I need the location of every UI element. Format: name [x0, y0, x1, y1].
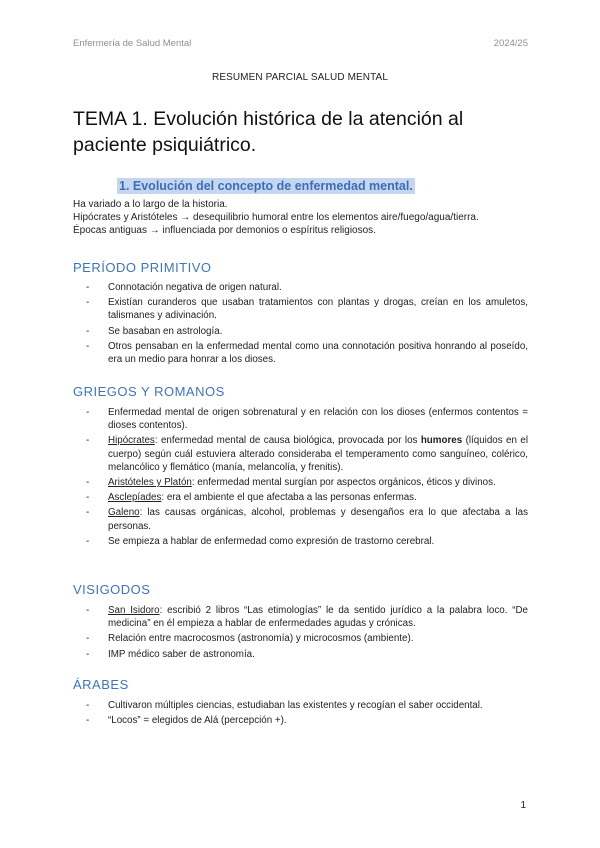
list-item	[86, 281, 528, 294]
list-item	[86, 604, 528, 630]
list-item-text: Se empieza a hablar de enfermedad como expresión de trastorno cerebral.	[108, 535, 435, 547]
bullet-dash: -	[86, 297, 90, 309]
intro-line: Hipócrates y Aristóteles → desequilibrio humoral entre los elementos aire/fuego/agua/tierra.	[73, 212, 479, 223]
list-item-text: (líquidos en el cuerpo) según cuál estuviera alterado consideraba el temperamento como sanguíneo, colérico, melancólico y flemático (manía, melancolía, y frenitis).	[108, 435, 528, 473]
intro-paragraph	[73, 198, 533, 237]
document-title: RESUMEN PARCIAL SALUD MENTAL	[212, 72, 388, 83]
list-item-text: : escribió 2 libros “Las etimologías” le da sentido jurídico a la palabra loco. “De medicina” en él empieza a hablar de enfermedades agudas y crónicas.	[108, 605, 529, 630]
underlined-name: Asclepíades	[108, 492, 162, 504]
list-item-text: IMP médico saber de astronomía.	[108, 648, 255, 660]
underlined-name: Hipócrates	[108, 435, 155, 447]
page-number: 1	[520, 800, 526, 811]
section-heading-griegos: GRIEGOS Y ROMANOS	[73, 384, 225, 399]
list-item-text: : era el ambiente el que afectaba a las personas enfermas.	[161, 492, 417, 504]
list-item	[86, 699, 528, 712]
bullet-dash: -	[86, 282, 90, 293]
list-item-text: : enfermedad mental de causa biológica, provocada por los	[154, 435, 421, 447]
list-item	[86, 648, 528, 661]
list-item-text: : enfermedad mental surgían por aspectos orgánicos, éticos y divinos.	[191, 477, 496, 489]
list-item-text: “Locos” = elegidos de Alá (percepción +).	[108, 715, 287, 727]
list-item	[86, 476, 528, 489]
bullet-dash: -	[86, 605, 90, 616]
list-item-text: Enfermedad mental de origen sobrenatural y en relación con los dioses (enfermos contentos = dioses contentos).	[108, 407, 528, 432]
underlined-name: Galeno	[108, 507, 140, 519]
bullet-dash: -	[86, 507, 90, 519]
list-item	[86, 632, 528, 645]
list-item-text: Otros pensaban en la enfermedad mental como una connotación positiva honrando al poseído, era un medio para honrar a los dioses.	[108, 340, 528, 366]
bullet-dash: -	[86, 633, 90, 645]
list-item-text: Cultivaron múltiples ciencias, estudiaban las existentes y recogían el saber occidental.	[108, 700, 483, 711]
bullet-dash: -	[86, 340, 90, 352]
list-arabes	[86, 699, 528, 729]
list-griegos	[86, 406, 528, 550]
bullet-dash: -	[86, 700, 90, 711]
bullet-dash: -	[86, 492, 90, 504]
list-item	[86, 434, 528, 474]
list-item	[86, 535, 528, 548]
underlined-name: Aristóteles y Platón	[108, 477, 192, 489]
list-primitivo	[86, 281, 528, 368]
list-item-text: : las causas orgánicas, alcohol, problemas y desengaños era lo que afectaba a las personas.	[108, 507, 528, 532]
section-heading-primitivo: PERÍODO PRIMITIVO	[73, 260, 212, 275]
bullet-dash: -	[86, 715, 90, 727]
list-item-text: Se basaban en astrología.	[108, 325, 223, 337]
intro-line: Épocas antiguas → influenciada por demonios o espíritus religiosos.	[73, 225, 376, 236]
list-item-text: Existían curanderos que usaban tratamientos con plantas y drogas, creían en los amuletos, talismanes y adivinación.	[108, 297, 528, 322]
bullet-dash: -	[86, 325, 90, 337]
intro-line: Ha variado a lo largo de la historia.	[73, 199, 228, 210]
main-title: TEMA 1. Evolución histórica de la atención al paciente psiquiátrico.	[73, 108, 464, 156]
bullet-dash: -	[86, 648, 90, 660]
list-item	[86, 406, 528, 432]
list-item	[86, 714, 528, 727]
list-item	[86, 296, 528, 322]
header-right: 2024/25	[493, 38, 528, 49]
list-item-text: Connotación negativa de origen natural.	[108, 282, 282, 293]
header-left: Enfermería de Salud Mental	[73, 38, 192, 49]
bullet-dash: -	[86, 535, 90, 547]
list-item	[86, 491, 528, 504]
section-heading-visigodos: VISIGODOS	[73, 582, 151, 597]
bullet-dash: -	[86, 407, 90, 418]
section-heading-arabes: ÁRABES	[73, 677, 129, 692]
list-item	[86, 506, 528, 532]
bullet-dash: -	[86, 435, 90, 447]
list-item-text: Relación entre macrocosmos (astronomía) y microcosmos (ambiente).	[108, 633, 414, 645]
list-visigodos	[86, 604, 528, 663]
highlighted-subheading: 1. Evolución del concepto de enfermedad mental.	[119, 179, 413, 193]
bold-term: humores	[420, 435, 463, 447]
underlined-name: San Isidoro	[108, 605, 160, 616]
list-item	[86, 340, 528, 366]
bullet-dash: -	[86, 477, 90, 489]
list-item	[86, 325, 528, 338]
